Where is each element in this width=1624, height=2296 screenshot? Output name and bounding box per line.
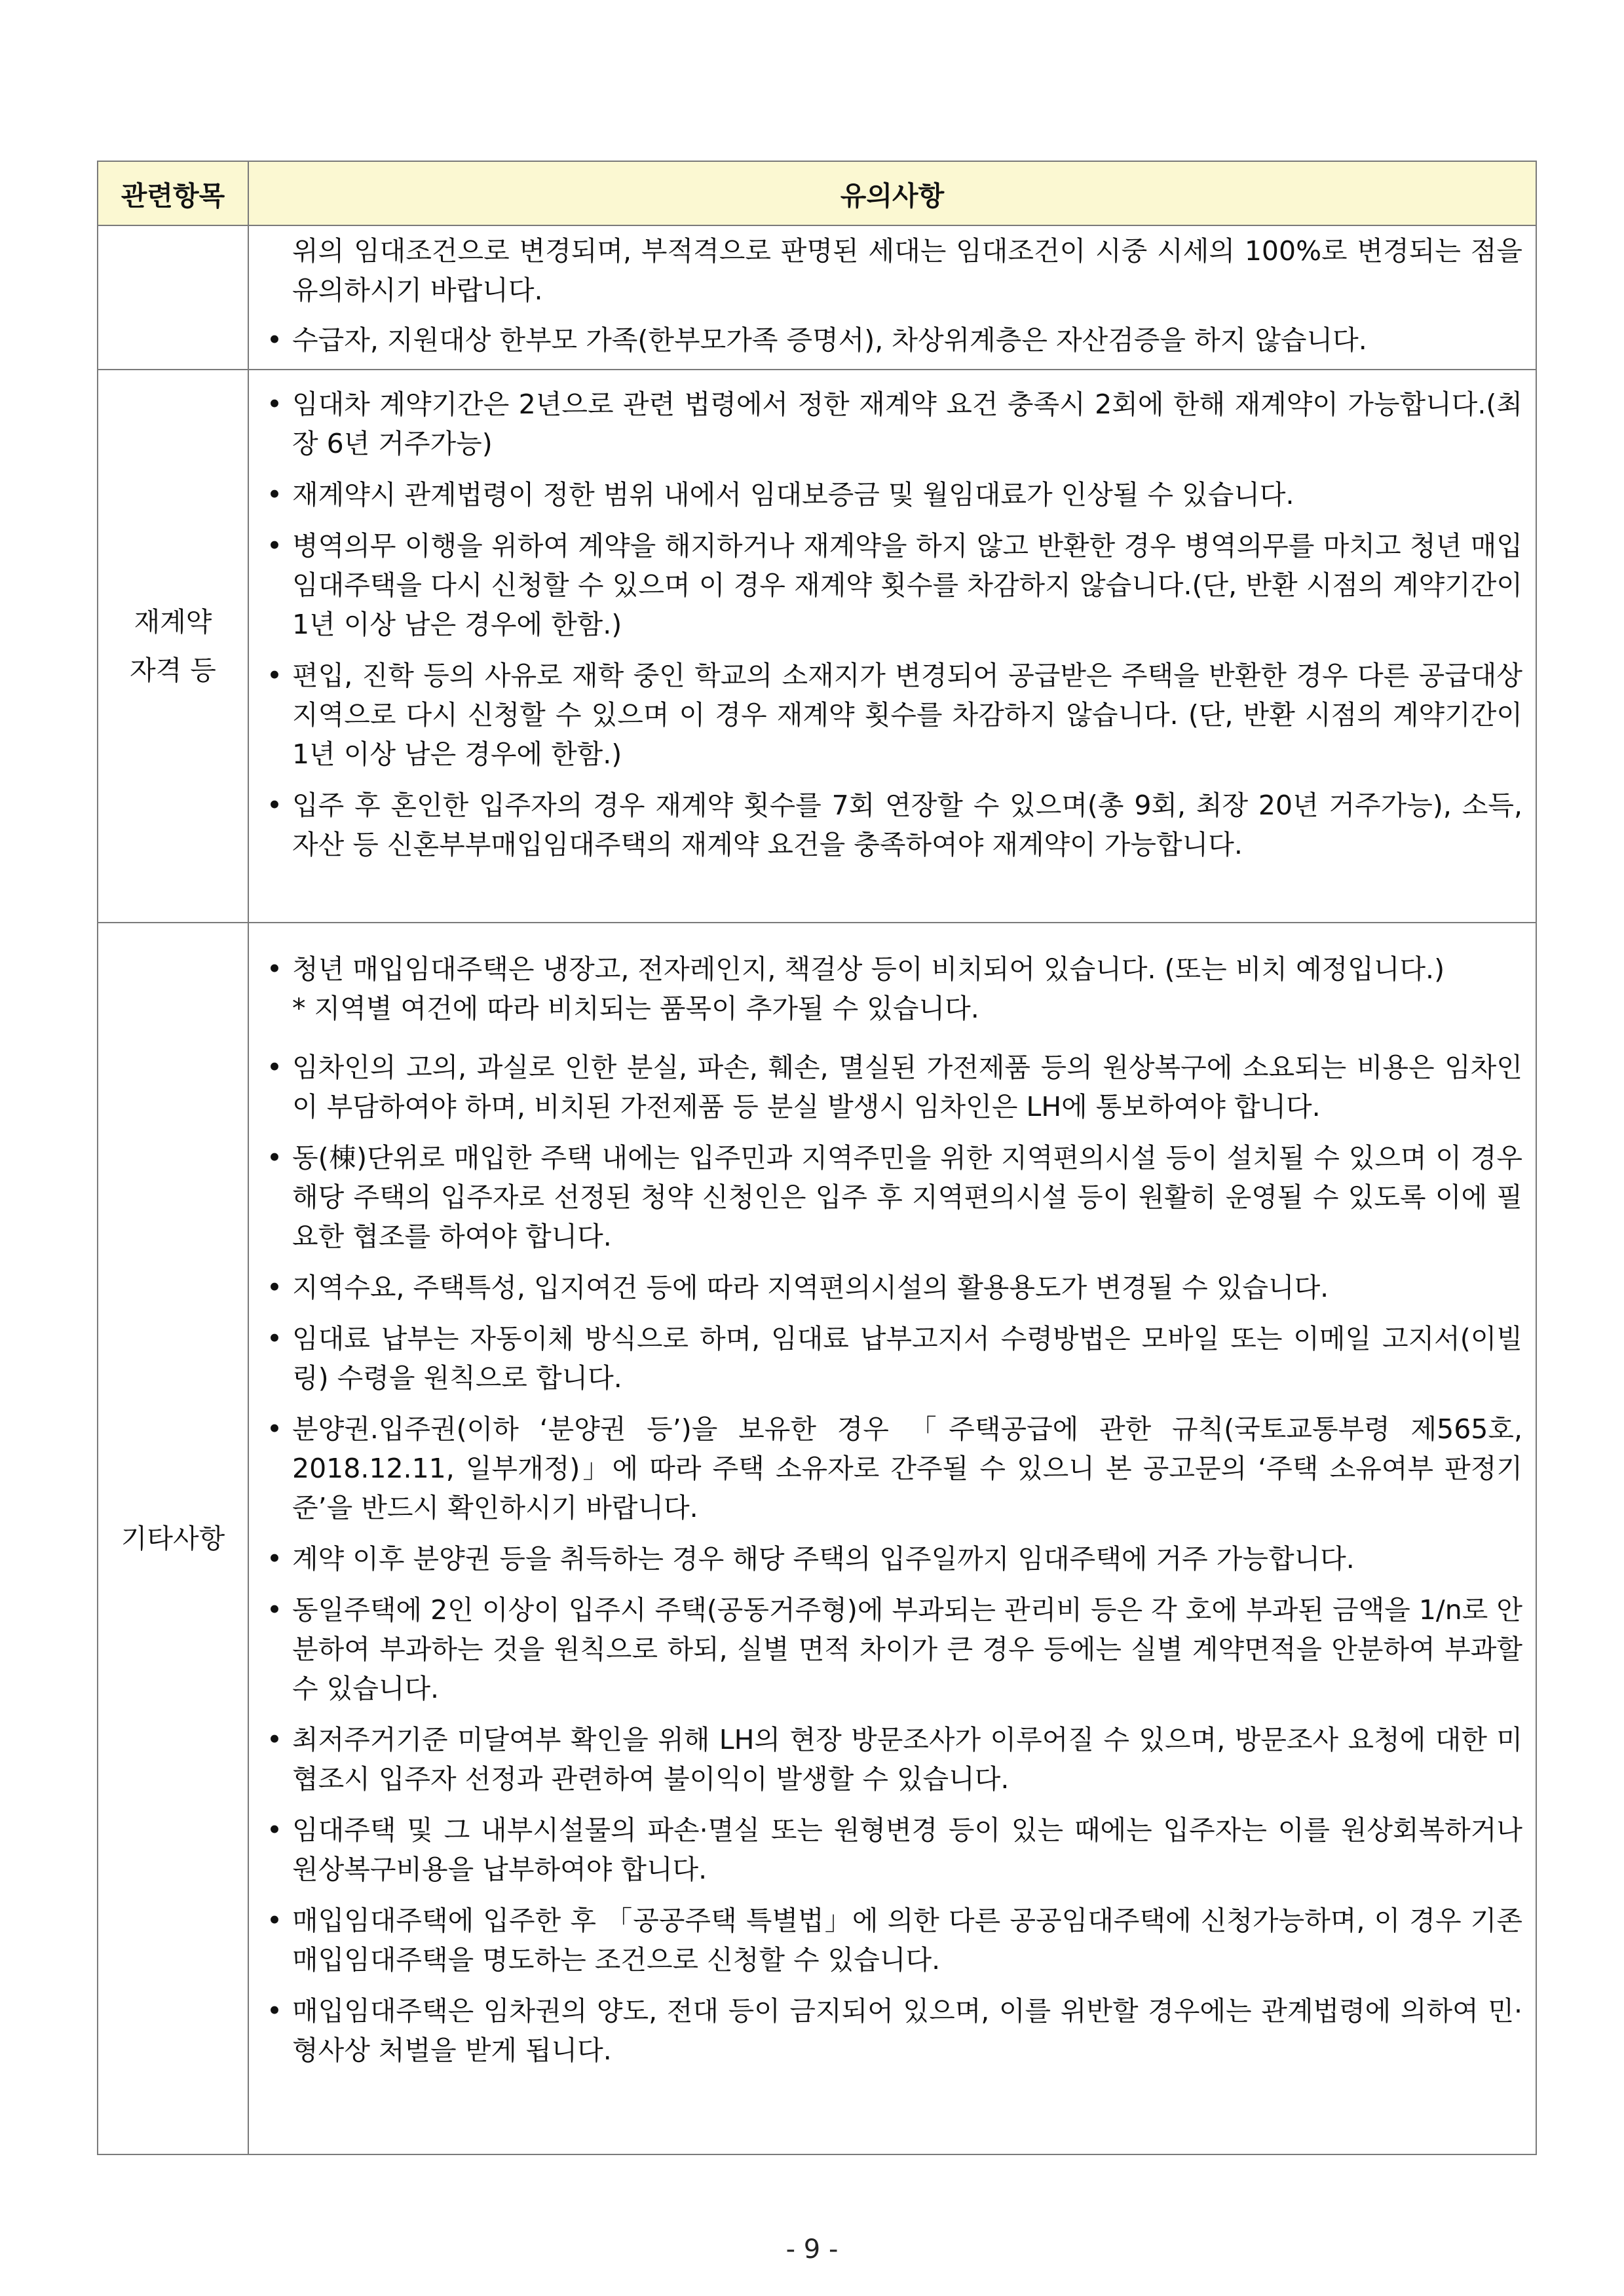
category-label-line: 재계약 — [134, 606, 212, 638]
bullet-icon: • — [266, 660, 283, 691]
item-text: 입주 후 혼인한 입주자의 경우 재계약 횟수를 7회 연장할 수 있으며(총 9회, 최장 20년 거주가능), 소득, 자산 등 신혼부부매입임대주택의 재계약 요건을 충족하여야 재계약이 가능합니다. — [292, 790, 1522, 860]
table-row — [98, 923, 1536, 2154]
list-item — [257, 1901, 1522, 1980]
notes-cell — [248, 923, 1536, 2154]
list-item — [257, 949, 1522, 989]
item-text: 수급자, 지원대상 한부모 가족(한부모가족 증명서), 차상위계층은 자산검증을 하지 않습니다. — [292, 324, 1367, 356]
bullet-icon: • — [266, 1543, 283, 1575]
category-cell-empty — [98, 225, 248, 370]
list-item — [257, 1138, 1522, 1256]
item-text: 청년 매입임대주택은 냉장고, 전자레인지, 책걸상 등이 비치되어 있습니다. (또는 비치 예정입니다.) — [292, 953, 1445, 985]
bullet-icon: • — [266, 530, 283, 562]
list-item — [257, 1409, 1522, 1527]
list-item — [257, 1590, 1522, 1708]
list-item — [257, 475, 1522, 514]
list-item — [257, 526, 1522, 644]
bullet-icon: • — [266, 1272, 283, 1303]
item-text: 임대료 납부는 자동이체 방식으로 하며, 임대료 납부고지서 수령방법은 모바일 또는 이메일 고지서(이빌링) 수령을 원칙으로 합니다. — [292, 1323, 1522, 1394]
item-text: 동(棟)단위로 매입한 주택 내에는 입주민과 지역주민을 위한 지역편의시설 등이 설치될 수 있으며 이 경우 해당 주택의 입주자로 선정된 청약 신청인은 입주 후 지역편의시설 등이 원활히 운영될 수 있도록 이에 필요한 협조를 하여야 합니다. — [292, 1142, 1522, 1252]
notes-cell — [248, 370, 1536, 923]
item-text: 매입임대주택에 입주한 후 「공공주택 특별법」에 의한 다른 공공임대주택에 신청가능하며, 이 경우 기존 매입임대주택을 명도하는 조건으로 신청할 수 있습니다. — [292, 1905, 1522, 1976]
item-text: 분양권.입주권(이하 ‘분양권 등’)을 보유한 경우 「주택공급에 관한 규칙(국토교통부령 제565호, 2018.12.11, 일부개정)」에 따라 주택 소유자로 간주될 수 있으니 본 공고문의 ‘주택 소유여부 판정기준’을 반드시 확인하시기 바랍니다. — [292, 1413, 1522, 1523]
item-text: 임대주택 및 그 내부시설물의 파손·멸실 또는 원형변경 등이 있는 때에는 입주자는 이를 원상회복하거나 원상복구비용을 납부하여야 합니다. — [292, 1814, 1522, 1885]
bullet-icon: • — [266, 790, 283, 821]
bullet-icon: • — [266, 1905, 283, 1936]
bullet-icon: • — [266, 1594, 283, 1626]
category-cell-renewal — [98, 370, 248, 923]
list-item — [257, 786, 1522, 864]
bullet-icon: • — [266, 1142, 283, 1174]
table-row — [98, 370, 1536, 923]
list-item — [257, 1991, 1522, 2070]
table-header-row — [98, 161, 1536, 225]
item-text: 매입임대주택은 임차권의 양도, 전대 등이 금지되어 있으며, 이를 위반할 경우에는 관계법령에 의하여 민·형사상 처벌을 받게 됩니다. — [292, 1995, 1522, 2066]
item-text: 최저주거기준 미달여부 확인을 위해 LH의 현장 방문조사가 이루어질 수 있으며, 방문조사 요청에 대한 미협조시 입주자 선정과 관련하여 불이익이 발생할 수 있습니다. — [292, 1724, 1522, 1795]
item-text: 병역의무 이행을 위하여 계약을 해지하거나 재계약을 하지 않고 반환한 경우 병역의무를 마치고 청년 매입임대주택을 다시 신청할 수 있으며 이 경우 재계약 횟수를 차감하지 않습니다.(단, 반환 시점의 계약기간이 1년 이상 남은 경우에 한함.) — [292, 530, 1522, 640]
note-text: * 지역별 여건에 따라 비치되는 품목이 추가될 수 있습니다. — [292, 993, 979, 1024]
header-notes: 유의사항 — [248, 161, 1536, 225]
bullet-icon: • — [266, 1413, 283, 1445]
bullet-icon: • — [266, 1814, 283, 1846]
bullet-icon: • — [266, 389, 283, 420]
item-text: 임대차 계약기간은 2년으로 관련 법령에서 정한 재계약 요건 충족시 2회에 한해 재계약이 가능합니다.(최장 6년 거주가능) — [292, 389, 1522, 459]
list-item — [257, 385, 1522, 463]
list-item — [257, 1048, 1522, 1126]
list-item — [257, 1720, 1522, 1799]
list-item — [257, 1319, 1522, 1398]
category-label-line: 자격 등 — [130, 655, 216, 686]
bullet-icon: • — [266, 1052, 283, 1083]
bullet-icon: • — [266, 1724, 283, 1755]
table-row — [98, 225, 1536, 370]
bullet-icon: • — [266, 479, 283, 510]
item-text: 계약 이후 분양권 등을 취득하는 경우 해당 주택의 입주일까지 임대주택에 거주 가능합니다. — [292, 1543, 1355, 1575]
continuation-text: 위의 임대조건으로 변경되며, 부적격으로 판명된 세대는 임대조건이 시중 시세의 100%로 변경되는 점을 유의하시기 바랍니다. — [292, 235, 1522, 306]
item-text: 재계약시 관계법령이 정한 범위 내에서 임대보증금 및 월임대료가 인상될 수 있습니다. — [292, 479, 1294, 510]
bullet-icon: • — [266, 1995, 283, 2027]
list-item — [257, 656, 1522, 774]
bullet-icon: • — [266, 953, 283, 985]
item-text: 동일주택에 2인 이상이 입주시 주택(공동거주형)에 부과되는 관리비 등은 각 호에 부과된 금액을 1/n로 안분하여 부과하는 것을 원칙으로 하되, 실별 면적 차이가 큰 경우 등에는 실별 계약면적을 안분하여 부과할 수 있습니다. — [292, 1594, 1522, 1704]
list-item — [257, 1539, 1522, 1578]
item-text: 편입, 진학 등의 사유로 재학 중인 학교의 소재지가 변경되어 공급받은 주택을 반환한 경우 다른 공급대상지역으로 다시 신청할 수 있으며 이 경우 재계약 횟수를 차감하지 않습니다. (단, 반환 시점의 계약기간이 1년 이상 남은 경우에 한함.) — [292, 660, 1522, 770]
header-related-item: 관련항목 — [98, 161, 248, 225]
page-number: - 9 - — [785, 2234, 839, 2265]
notes-cell — [248, 225, 1536, 370]
notice-table — [97, 161, 1537, 2155]
list-item — [257, 320, 1522, 360]
bullet-icon: • — [266, 324, 283, 356]
bullet-icon: • — [266, 1323, 283, 1354]
category-cell-other — [98, 923, 248, 2154]
item-text: 지역수요, 주택특성, 입지여건 등에 따라 지역편의시설의 활용용도가 변경될 수 있습니다. — [292, 1272, 1329, 1303]
list-item — [257, 1268, 1522, 1307]
list-item — [257, 1810, 1522, 1889]
item-text: 임차인의 고의, 과실로 인한 분실, 파손, 훼손, 멸실된 가전제품 등의 원상복구에 소요되는 비용은 임차인이 부담하여야 하며, 비치된 가전제품 등 분실 발생시 임차인은 LH에 통보하여야 합니다. — [292, 1052, 1522, 1122]
category-label-line: 기타사항 — [121, 1523, 225, 1554]
